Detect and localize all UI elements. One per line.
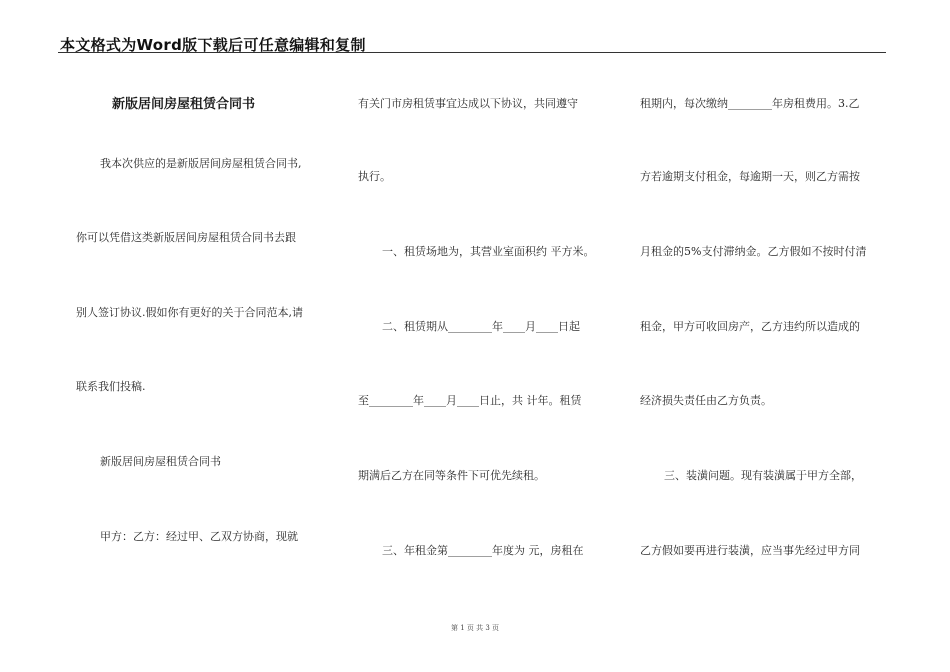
- paragraph-line: 三、装潢问题。现有装潢属于甲方全部，: [664, 469, 862, 482]
- paragraph-line: 二、租赁期从________年____月____日起: [382, 320, 580, 333]
- paragraph-line: 至________年____月____日止，共 计年。租赁: [358, 394, 582, 407]
- paragraph-line: 一、租赁场地为，其营业室面积约 平方米。: [382, 245, 595, 258]
- paragraph-line: 租期内，每次缴纳________年房租费用。3.乙: [640, 97, 860, 110]
- paragraph-line: 有关门市房租赁事宜达成以下协议，共同遵守: [358, 97, 578, 110]
- paragraph-line: 月租金的5%支付滞纳金。乙方假如不按时付清: [640, 245, 867, 258]
- paragraph-line: 新版居间房屋租赁合同书: [100, 455, 221, 468]
- paragraph-line: 经济损失责任由乙方负责。: [640, 394, 772, 407]
- paragraph-line: 方若逾期支付租金，每逾期一天，则乙方需按: [640, 170, 860, 183]
- paragraph-line: 你可以凭借这类新版居间房屋租赁合同书去跟: [76, 231, 296, 244]
- paragraph-line: 三、年租金第________年度为 元，房租在: [382, 544, 584, 557]
- paragraph-line: 期满后乙方在同等条件下可优先续租。: [358, 469, 545, 482]
- text-column-2: [358, 0, 620, 672]
- document-header-title: 本文格式为Word版下载后可任意编辑和复制: [60, 36, 366, 54]
- paragraph-line: 甲方：乙方：经过甲、乙双方协商，现就: [100, 530, 298, 543]
- page-number-footer: 第 1 页 共 3 页: [450, 624, 500, 632]
- paragraph-line: 租金，甲方可收回房产，乙方违约所以造成的: [640, 320, 860, 333]
- contract-title: 新版居间房屋租赁合同书: [112, 97, 256, 112]
- text-column-3: [640, 0, 890, 672]
- paragraph-line: 乙方假如要再进行装潢，应当事先经过甲方同: [640, 544, 860, 557]
- paragraph-line: 联系我们投稿.: [76, 380, 146, 393]
- paragraph-line: 执行。: [358, 170, 391, 183]
- text-column-1: [76, 0, 332, 672]
- paragraph-line: 我本次供应的是新版居间房屋租赁合同书,: [100, 157, 302, 170]
- paragraph-line: 别人签订协议.假如你有更好的关于合同范本,请: [76, 306, 303, 319]
